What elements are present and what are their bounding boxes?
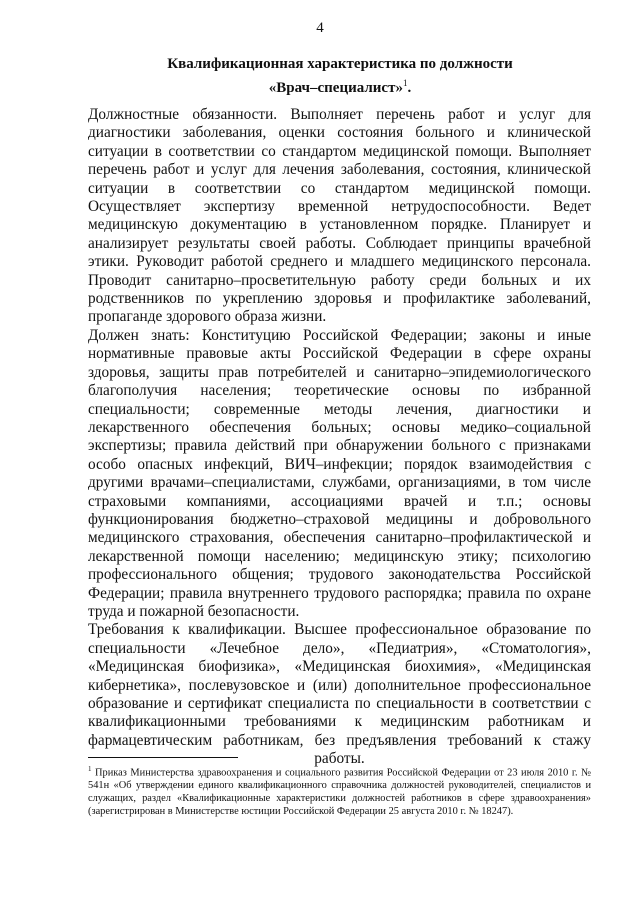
paragraph-must-know: Должен знать: Конституцию Российской Федерации; законы и иные нормативные правовые акты Российской Федерации в сфере охраны здоровья, защиты прав потребителей и санитарно–эпидемиологического благополучия населения; теоретические основы по избранной специальности; современные методы лечения, диагностики и лекарственного обеспечения больных; основы медико–социальной экспертизы; правила действий при обнаружении больного с признаками особо опасных инфекций, ВИЧ–инфекции; порядок взаимодействия с другими врачами–специалистами, службами, организациями, в том числе страховыми компаниями, ассоциациями врачей и т.п.; основы функционирования бюджетно–страховой медицины и добровольного медицинского страхования, обеспечения санитарно–профилактической и лекарственной помощи населению; медицинскую этику; психологию профессионального общения; трудового законодательства Российской Федерации; правила внутреннего трудового распорядка; правила по охране труда и пожарной безопасности. (88, 326, 591, 620)
footnote-separator (88, 757, 238, 758)
page-number: 4 (316, 20, 324, 36)
document-title (60, 55, 620, 98)
title-line-2 (60, 74, 620, 98)
paragraph-duties: Должностные обязанности. Выполняет перечень работ и услуг для диагностики заболевания, оценки состояния больного и клинической ситуации в соответствии со стандартом медицинской помощи. Выполняет перечень работ и услуг для лечения заболевания, состояния, клинической ситуации в соответствии со стандартом медицинской помощи. Осуществляет экспертизу временной нетрудоспособности. Ведет медицинскую документацию в установленном порядке. Планирует и анализирует результаты своей работы. Соблюдает принципы врачебной этики. Руководит работой среднего и младшего медицинского персонала. Проводит санитарно–просветительную работу среди больных и их родственников по укреплению здоровья и профилактике заболеваний, пропаганде здорового образа жизни. (88, 106, 591, 326)
paragraph-qualification: Требования к квалификации. Высшее профессиональное образование по специальности «Лечебное дело», «Педиатрия», «Стоматология», «Медицинская биофизика», «Медицинская биохимия», «Медицинская кибернетика», послевузовское и (или) дополнительное профессиональное образование и сертификат специалиста по специальности в соответствии с квалификационными требованиями к медицинским работникам и фармацевтическим работникам, без предъявления требований к стажу работы. (88, 621, 591, 768)
footnote-text: Приказ Министерства здравоохранения и социального развития Российской Федерации от 23 июля 2010 г. № 541н «Об утверждении единого квалификационного справочника должностей руководителей, специалистов и служащих, раздел «Квалификационные характеристики должностей работников в сфере здравоохранения» (зарегистрирован в Министерстве юстиции Российской Федерации 25 августа 2010 г. № 18247). (88, 767, 591, 817)
title-trailing-punct: . (407, 80, 412, 96)
document-body (88, 106, 591, 769)
title-position-name: «Врач–специалист» (268, 80, 403, 96)
title-footnote-mark: 1 (402, 78, 408, 88)
footnote (88, 763, 591, 819)
title-line-1: Квалификационная характеристика по должности (167, 56, 513, 72)
footnote-mark: 1 (88, 765, 92, 773)
